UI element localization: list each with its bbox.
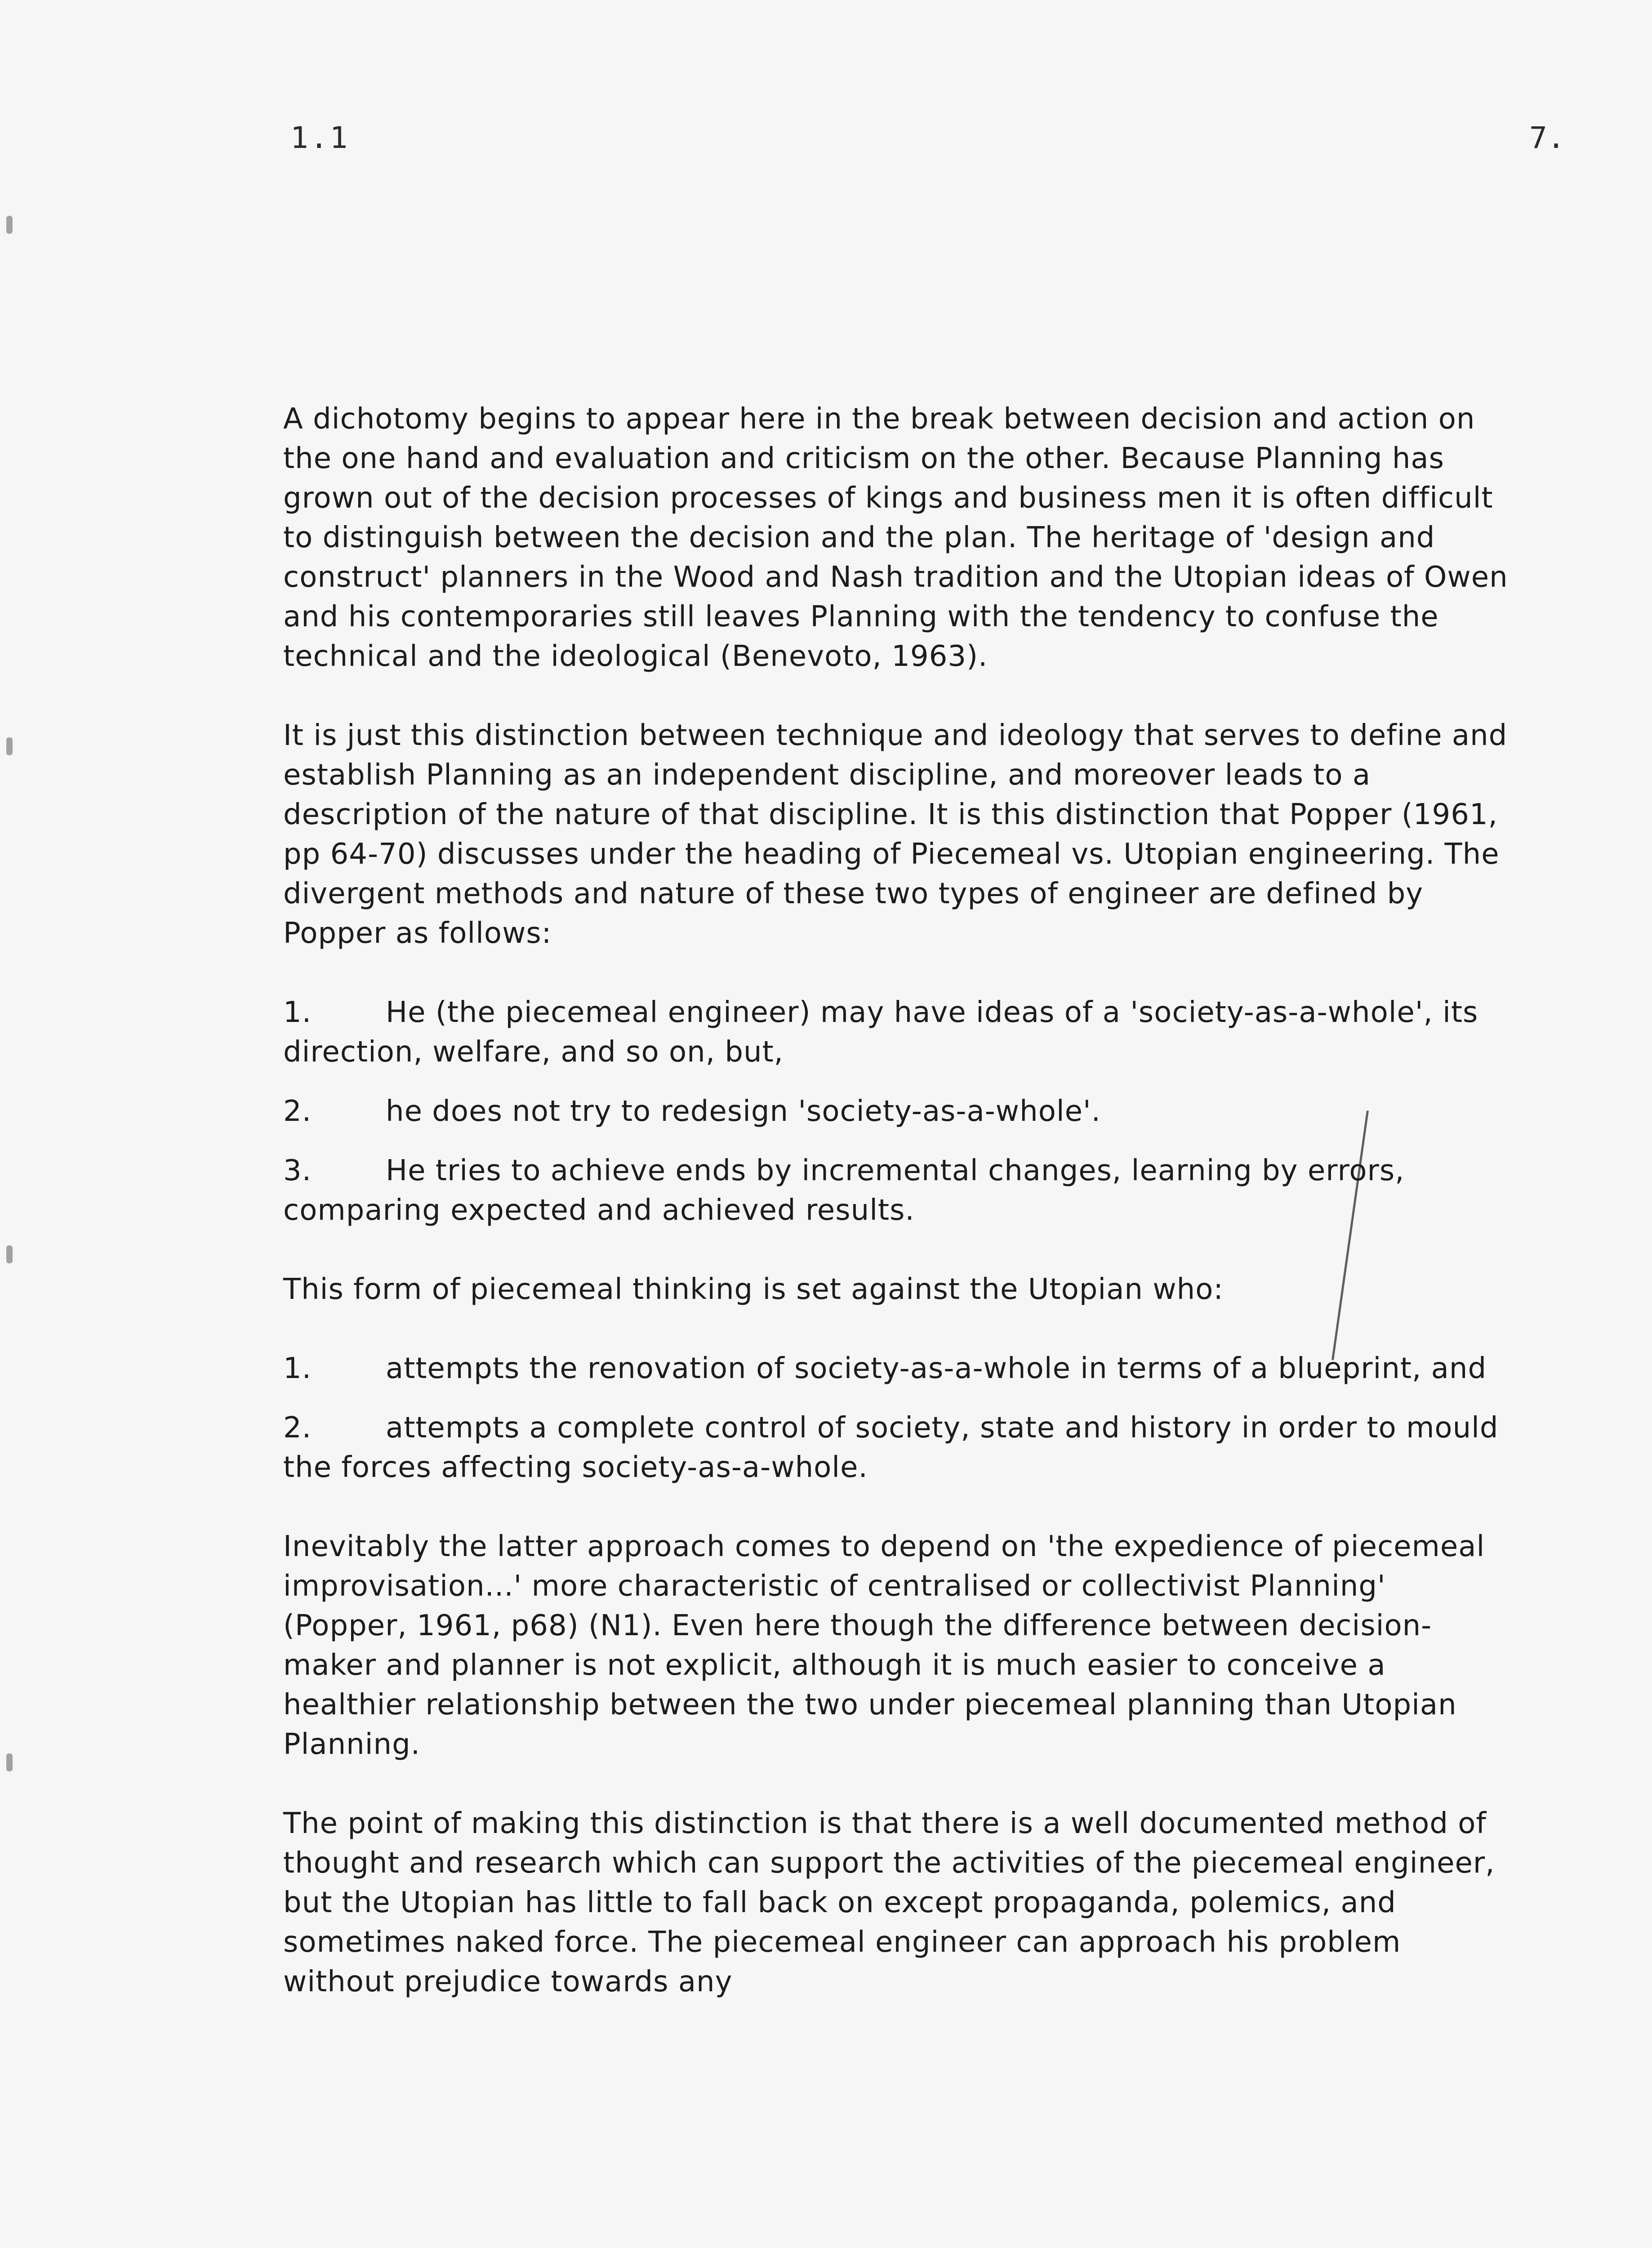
paragraph: A dichotomy begins to appear here in the break between decision and action on the one hand and evaluation and criticism on the other. Because Planning has grown out of the decision processes of kings and business men it is often difficult to distinguish between the decision and the plan. The heritage of 'design and construct' planners in the Wood and Nash tradition and the Utopian ideas of Owen and his contemporaries still leaves Planning with the tendency to confuse the technical and the ideological (Benevoto, 1963). <box>283 402 1508 673</box>
binding-hole-mark <box>6 1245 13 1263</box>
list-text: attempts a complete control of society, state and history in order to mould the forces affecting society-as-a-whole. <box>283 1411 1499 1484</box>
list-text: attempts the renovation of society-as-a-whole in terms of a blueprint, and <box>386 1352 1487 1385</box>
paragraph: It is just this distinction between technique and ideology that serves to define and establish Planning as an independent discipline, and moreover leads to a description of the nature of that discipline. It is this distinction that Popper (1961, pp 64-70) discusses under the heading of Piecemeal vs. Utopian engineering. The divergent methods and nature of these two types of engineer are defined by Popper as follows: <box>283 719 1508 950</box>
list-number: 2. <box>283 1095 312 1128</box>
binding-hole-mark <box>6 1753 13 1771</box>
binding-hole-mark <box>6 737 13 755</box>
list-item <box>283 1151 1515 1230</box>
list-number: 3. <box>283 1154 312 1187</box>
list-number: 2. <box>283 1411 312 1445</box>
list-item <box>283 993 1515 1072</box>
list-text: he does not try to redesign 'society-as-a-whole'. <box>386 1095 1101 1128</box>
paragraph: This form of piecemeal thinking is set against the Utopian who: <box>283 1273 1224 1306</box>
binding-hole-mark <box>6 216 13 234</box>
list-number: 1. <box>283 996 312 1029</box>
list-text: He tries to achieve ends by incremental changes, learning by errors, comparing expected and achieved results. <box>283 1154 1405 1227</box>
list-item <box>283 1349 1515 1388</box>
page-number: 7. <box>1529 120 1565 155</box>
list-item <box>283 1408 1515 1487</box>
paragraph: The point of making this distinction is that there is a well documented method of thought and research which can support the activities of the piecemeal engineer, but the Utopian has little to fall back on except propaganda, polemics, and sometimes naked force. The piecemeal engineer can approach his problem without prejudice towards any <box>283 1807 1495 1998</box>
section-number: 1.1 <box>290 120 350 155</box>
document-body <box>283 399 1515 2041</box>
list-text: He (the piecemeal engineer) may have ideas of a 'society-as-a-whole', its direction, welfare, and so on, but, <box>283 996 1478 1069</box>
list-item <box>283 1092 1515 1131</box>
list-number: 1. <box>283 1352 312 1385</box>
paragraph: Inevitably the latter approach comes to depend on 'the expedience of piecemeal improvisation...' more characteristic of centralised or collectivist Planning' (Popper, 1961, p68) (N1). Even here though the difference between decision-maker and planner is not explicit, although it is much easier to conceive a healthier relationship between the two under piecemeal planning than Utopian Planning. <box>283 1530 1485 1761</box>
